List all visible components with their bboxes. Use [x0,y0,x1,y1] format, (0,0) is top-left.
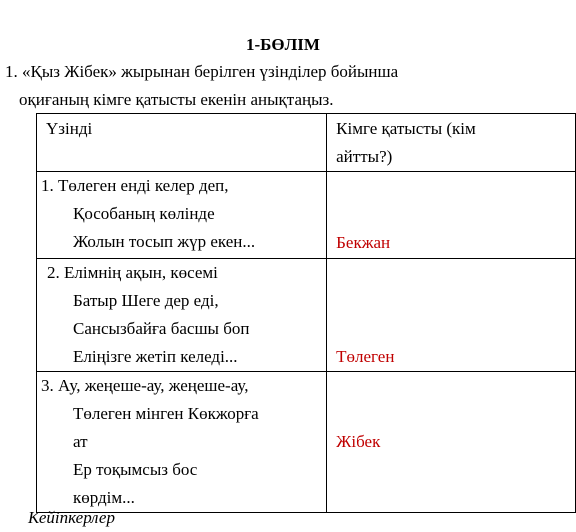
excerpt-cell-2 [37,259,327,372]
footer-cutoff-text: Кейіпкерлер [28,508,115,527]
answer-cell-2[interactable] [327,259,576,372]
header-who-label-line-2: айтты?) [336,147,393,166]
excerpt-2-line-1: 2. Елімнің ақын, көсемі [47,263,218,282]
excerpt-2-line-4: Еліңізге жетіп келеді... [73,347,238,366]
excerpt-cell-1 [37,172,327,259]
excerpt-cell-3 [37,372,327,513]
header-excerpt-label: Үзінді [46,119,93,138]
excerpt-1-line-2: Қособаның көлінде [73,204,215,223]
table-row [37,372,576,513]
answer-3-text: Жібек [336,432,381,451]
answer-1-text: Бекжан [336,233,391,252]
section-heading: 1-БӨЛІМ [246,35,320,54]
excerpt-table [36,113,576,513]
task-instruction-line-2: оқиғаның кімге қатысты екенін анықтаңыз. [19,90,334,109]
excerpt-3-line-2: Төлеген мінген Көкжорға [73,404,259,423]
answer-2-text: Төлеген [336,347,395,366]
table-row [37,172,576,259]
excerpt-2-line-3: Сансызбайға басшы боп [73,319,250,338]
excerpt-3-line-3: ат [73,432,88,451]
excerpt-1-line-3: Жолын тосып жүр екен... [73,232,256,251]
excerpt-3-line-1: 3. Ау, жеңеше-ау, жеңеше-ау, [41,376,249,395]
task-instruction-line-1: 1. «Қыз Жібек» жырынан берілген үзінділер бойынша [5,62,399,81]
table-row [37,259,576,372]
excerpt-3-line-5: көрдім... [73,488,135,507]
header-excerpt-cell [37,114,327,172]
header-who-cell [327,114,576,172]
answer-cell-3[interactable] [327,372,576,513]
excerpt-3-line-4: Ер тоқымсыз бос [73,460,198,479]
header-who-label-line-1: Кімге қатысты (кім [336,119,476,138]
excerpt-2-line-2: Батыр Шеге дер еді, [73,291,219,310]
excerpt-1-line-1: 1. Төлеген енді келер деп, [41,176,229,195]
table-header-row [37,114,576,172]
answer-cell-1[interactable] [327,172,576,259]
